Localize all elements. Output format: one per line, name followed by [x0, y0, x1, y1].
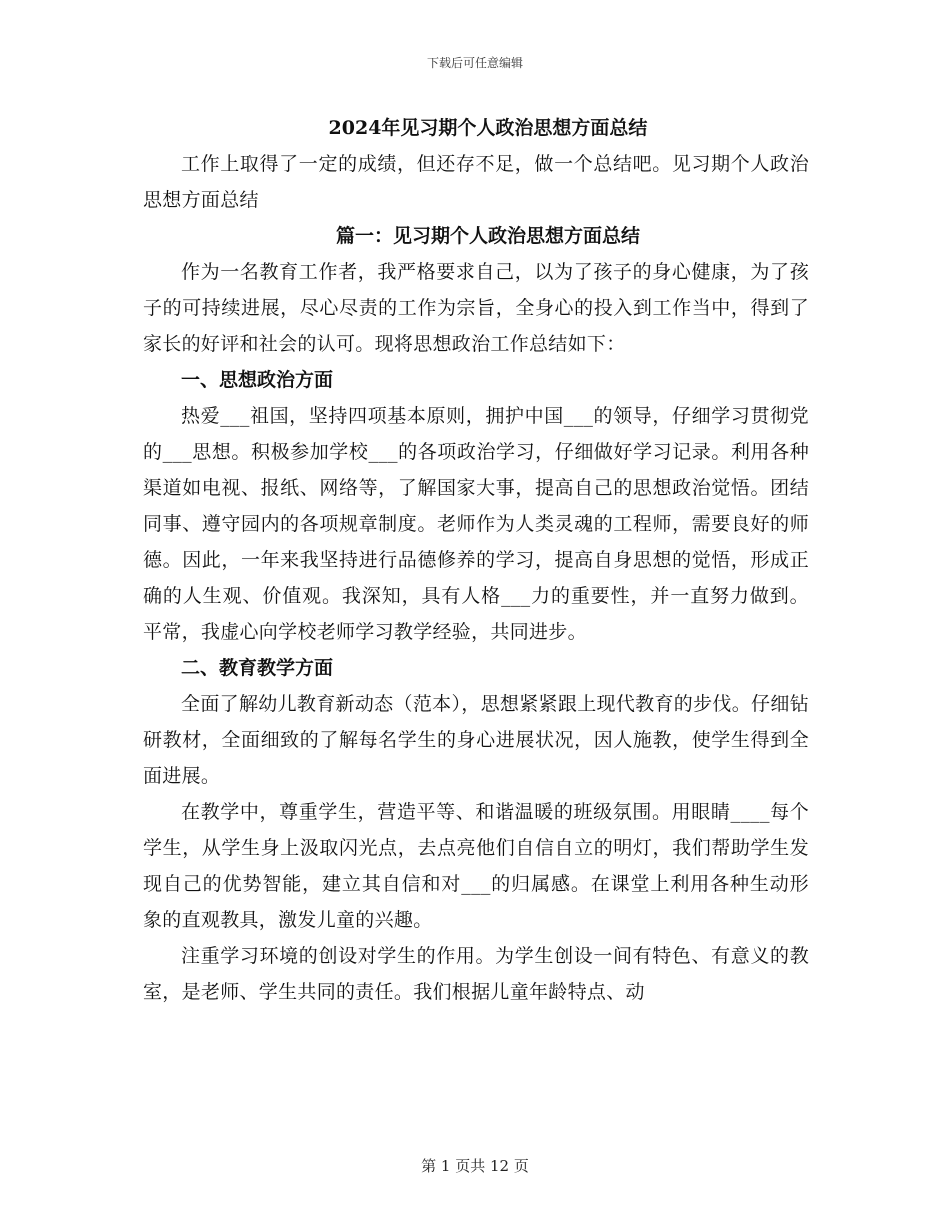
- section-title: 篇一：见习期个人政治思想方面总结: [335, 225, 640, 247]
- heading-political: 一、思想政治方面: [181, 369, 334, 391]
- document-title: 2024年见习期个人政治思想方面总结: [328, 117, 648, 139]
- header-note: 下载后可任意编辑: [426, 56, 523, 70]
- heading-teaching: 二、教育教学方面: [181, 657, 334, 679]
- intro-paragraph: 工作上取得了一定的成绩，但还存不足，做一个总结吧。见习期个人政治思想方面总结: [143, 153, 809, 211]
- paragraph-5: 注重学习环境的创设对学生的作用。为学生创设一间有特色、有意义的教室，是老师、学生共同的责任。我们根据儿童年龄特点、动: [143, 945, 809, 1003]
- document-body: [143, 110, 809, 1010]
- paragraph-4: 在教学中，尊重学生，营造平等、和谐温暖的班级氛围。用眼睛____每个学生，从学生身上汲取闪光点，去点亮他们自信自立的明灯，我们帮助学生发现自己的优势智能，建立其自信和对___的归属感。在课堂上利用各种生动形象的直观教具，激发儿童的兴趣。: [143, 801, 809, 931]
- paragraph-2: 热爱___祖国，坚持四项基本原则，拥护中国___的领导，仔细学习贯彻党的___思想。积极参加学校___的各项政治学习，仔细做好学习记录。利用各种渠道如电视、报纸、网络等，了解国家大事，提高自己的思想政治觉悟。团结同事、遵守园内的各项规章制度。老师作为人类灵魂的工程师，需要良好的师德。因此，一年来我坚持进行品德修养的学习，提高自身思想的觉悟，形成正确的人生观、价值观。我深知，具有人格___力的重要性，并一直努力做到。平常，我虚心向学校老师学习教学经验，共同进步。: [143, 405, 809, 643]
- paragraph-3: 全面了解幼儿教育新动态（范本），思想紧紧跟上现代教育的步伐。仔细钻研教材，全面细致的了解每名学生的身心进展状况，因人施教，使学生得到全面进展。: [143, 693, 809, 787]
- paragraph-1: 作为一名教育工作者，我严格要求自己，以为了孩子的身心健康，为了孩子的可持续进展，尽心尽责的工作为宗旨，全身心的投入到工作当中，得到了家长的好评和社会的认可。现将思想政治工作总结如下：: [143, 261, 809, 355]
- page-number: 第 1 页共 12 页: [421, 1157, 529, 1175]
